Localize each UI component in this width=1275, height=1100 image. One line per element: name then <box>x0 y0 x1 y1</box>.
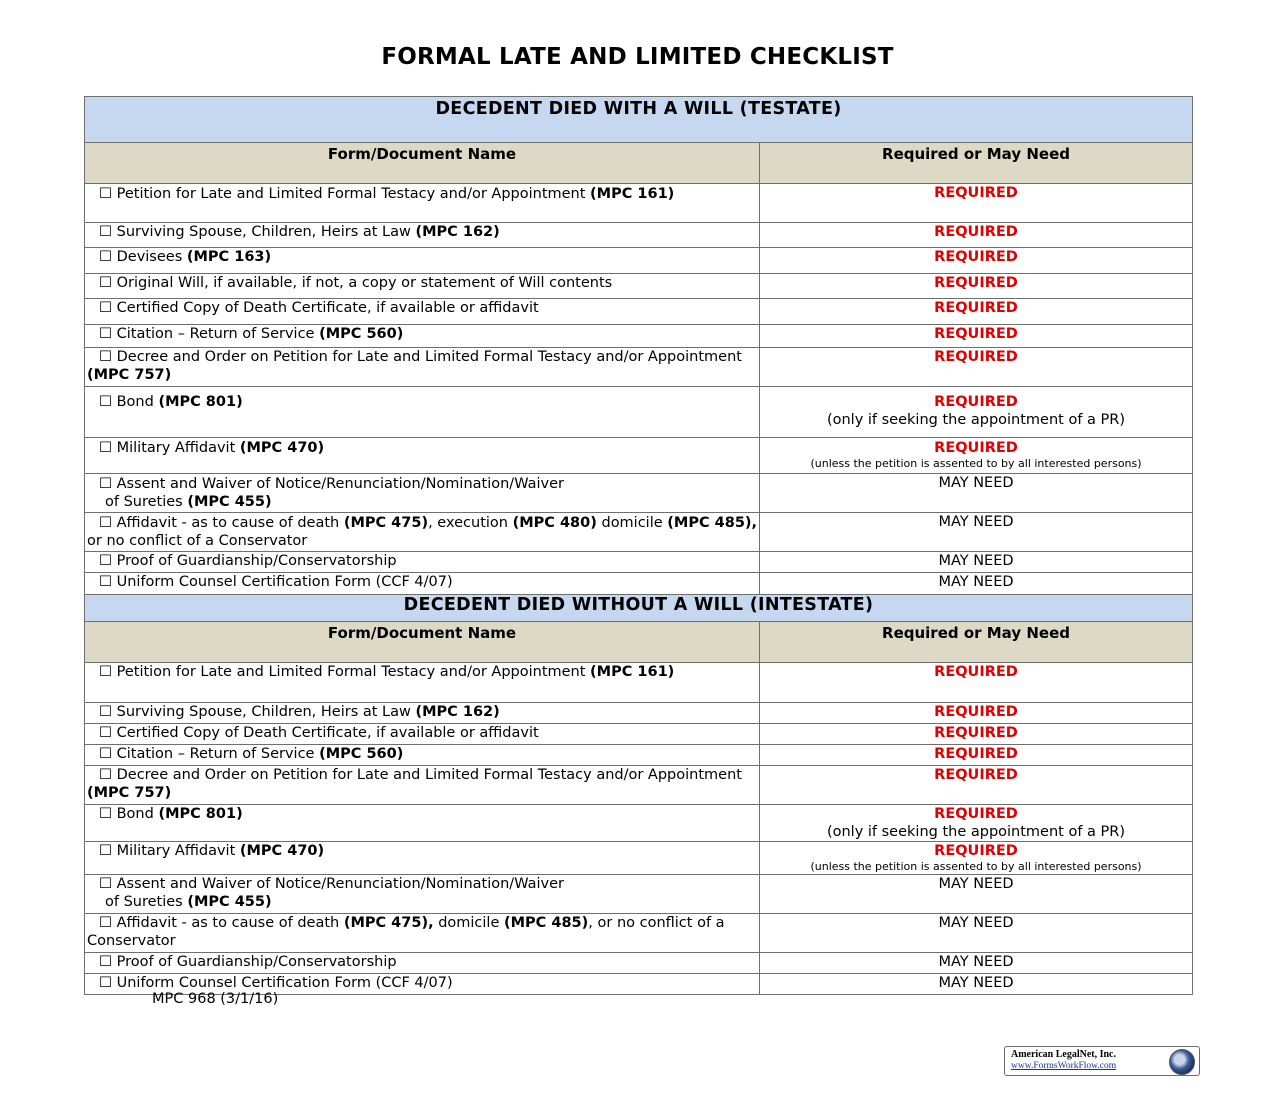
section-title: DECEDENT DIED WITH A WILL (TESTATE) <box>435 99 842 119</box>
status: REQUIRED <box>934 275 1018 291</box>
status: REQUIRED <box>934 326 1018 342</box>
form-code: (MPC 455) <box>187 494 272 510</box>
row-text: Devisees <box>116 249 183 265</box>
row-text: Citation – Return of Service <box>116 326 315 342</box>
status: MAY NEED <box>938 574 1014 590</box>
col-header-name: Form/Document Name <box>327 624 517 642</box>
row-text: Assent and Waiver of Notice/Renunciation/Nomination/Waiver <box>116 476 564 492</box>
checkbox[interactable]: ☐ <box>99 349 112 365</box>
checklist-row <box>85 552 1193 573</box>
checklist-row <box>85 703 1193 724</box>
form-code: (MPC 801) <box>158 806 243 822</box>
status: REQUIRED <box>934 300 1018 316</box>
section-title: DECEDENT DIED WITHOUT A WILL (INTESTATE) <box>403 595 874 615</box>
form-code: (MPC 560) <box>319 326 404 342</box>
status: MAY NEED <box>938 975 1014 991</box>
checkbox[interactable]: ☐ <box>99 224 112 240</box>
checklist-row <box>85 953 1193 974</box>
status: REQUIRED <box>934 664 1018 680</box>
row-text: Military Affidavit <box>116 843 236 859</box>
form-code: (MPC 161) <box>590 186 675 202</box>
status: REQUIRED <box>934 249 1018 265</box>
checklist-row <box>85 274 1193 299</box>
form-code: (MPC 757) <box>87 785 172 801</box>
checklist-row <box>85 348 1193 387</box>
row-text: Decree and Order on Petition for Late and Limited Formal Testacy and/or Appointment <box>116 767 742 783</box>
col-header-name: Form/Document Name <box>327 145 517 163</box>
checkbox[interactable]: ☐ <box>99 275 112 291</box>
checklist-row <box>85 223 1193 248</box>
row-text: , execution <box>428 515 508 531</box>
checklist-row <box>85 745 1193 766</box>
form-code: (MPC 470) <box>239 843 325 859</box>
checklist-row <box>85 438 1193 474</box>
checkbox[interactable]: ☐ <box>99 954 112 970</box>
page-title: FORMAL LATE AND LIMITED CHECKLIST <box>381 44 894 70</box>
row-text: Proof of Guardianship/Conservatorship <box>116 553 397 569</box>
form-code: (MPC 480) <box>512 515 597 531</box>
form-code: (MPC 801) <box>158 394 243 410</box>
row-text: Surviving Spouse, Children, Heirs at Law <box>116 704 411 720</box>
form-code: (MPC 757) <box>87 367 172 383</box>
checkbox[interactable]: ☐ <box>99 476 112 492</box>
checkbox[interactable]: ☐ <box>99 249 112 265</box>
status: REQUIRED <box>934 806 1018 822</box>
checklist-row <box>85 875 1193 914</box>
row-text: Surviving Spouse, Children, Heirs at Law <box>116 224 411 240</box>
status: MAY NEED <box>938 915 1014 931</box>
row-text: Affidavit - as to cause of death <box>116 915 340 931</box>
status-note: (only if seeking the appointment of a PR) <box>826 824 1126 840</box>
checkbox[interactable]: ☐ <box>99 876 112 892</box>
row-text-continued: of Sureties <box>105 494 183 510</box>
status: REQUIRED <box>934 440 1018 456</box>
status: MAY NEED <box>938 514 1014 530</box>
checkbox[interactable]: ☐ <box>99 553 112 569</box>
form-code: (MPC 163) <box>186 249 272 265</box>
checkbox[interactable]: ☐ <box>99 915 112 931</box>
form-number: MPC 968 (3/1/16) <box>152 991 279 1007</box>
checkbox[interactable]: ☐ <box>99 515 112 531</box>
form-code: (MPC 161) <box>590 664 675 680</box>
checkbox[interactable]: ☐ <box>99 725 112 741</box>
col-header-status: Required or May Need <box>882 145 1070 163</box>
row-text: Petition for Late and Limited Formal Testacy and/or Appointment <box>116 664 586 680</box>
checklist-row <box>85 724 1193 745</box>
status: REQUIRED <box>934 725 1018 741</box>
col-header-status: Required or May Need <box>882 624 1070 642</box>
checkbox[interactable]: ☐ <box>99 326 112 342</box>
section-heading-intestate <box>85 595 1193 622</box>
status: REQUIRED <box>934 767 1018 783</box>
publisher-logo[interactable] <box>1004 1046 1200 1076</box>
checkbox[interactable]: ☐ <box>99 186 112 202</box>
status: REQUIRED <box>934 185 1018 201</box>
checklist-row <box>85 842 1193 875</box>
form-code: (MPC 485) <box>504 915 589 931</box>
row-text: Certified Copy of Death Certificate, if available or affidavit <box>116 300 539 316</box>
checklist-table <box>84 96 1193 995</box>
checkbox[interactable]: ☐ <box>99 767 112 783</box>
form-code: (MPC 475) <box>343 515 429 531</box>
form-code: (MPC 470) <box>239 440 325 456</box>
form-code: (MPC 485), <box>667 515 758 531</box>
row-text: Citation – Return of Service <box>116 746 315 762</box>
row-text: Assent and Waiver of Notice/Renunciation/Nomination/Waiver <box>116 876 564 892</box>
row-text: Original Will, if available, if not, a copy or statement of Will contents <box>116 275 613 291</box>
row-text: domicile <box>438 915 500 931</box>
checklist-row <box>85 248 1193 274</box>
row-text: Petition for Late and Limited Formal Testacy and/or Appointment <box>116 186 586 202</box>
form-code: (MPC 162) <box>415 704 500 720</box>
status: REQUIRED <box>934 224 1018 240</box>
status: REQUIRED <box>934 349 1018 365</box>
status: REQUIRED <box>934 394 1018 410</box>
form-code: (MPC 560) <box>319 746 404 762</box>
checklist-row <box>85 914 1193 953</box>
status: REQUIRED <box>934 843 1018 859</box>
row-text: Uniform Counsel Certification Form (CCF 4/07) <box>116 574 453 590</box>
checkbox[interactable]: ☐ <box>99 300 112 316</box>
checkbox[interactable]: ☐ <box>99 574 112 590</box>
checklist-row <box>85 299 1193 325</box>
status: MAY NEED <box>938 475 1014 491</box>
section-heading-testate <box>85 97 1193 143</box>
checkbox[interactable]: ☐ <box>99 843 112 859</box>
status-note: (unless the petition is assented to by all interested persons) <box>810 457 1142 470</box>
row-text: Proof of Guardianship/Conservatorship <box>116 954 397 970</box>
checklist-row <box>85 573 1193 595</box>
row-text: Certified Copy of Death Certificate, if available or affidavit <box>116 725 539 741</box>
checklist-row <box>85 805 1193 842</box>
row-text: Bond <box>116 806 154 822</box>
status-note: (only if seeking the appointment of a PR) <box>826 412 1126 428</box>
checklist-row <box>85 325 1193 348</box>
form-code: (MPC 455) <box>187 894 272 910</box>
column-header-row <box>85 622 1193 663</box>
form-code: (MPC 475), <box>343 915 434 931</box>
status: MAY NEED <box>938 876 1014 892</box>
checkbox[interactable]: ☐ <box>99 394 112 410</box>
row-text: Military Affidavit <box>116 440 236 456</box>
checkbox[interactable]: ☐ <box>99 806 112 822</box>
checklist-row <box>85 513 1193 552</box>
checklist-row <box>85 663 1193 703</box>
checkbox[interactable]: ☐ <box>99 440 112 456</box>
checkbox[interactable]: ☐ <box>99 975 112 991</box>
globe-icon <box>1169 1049 1195 1075</box>
checkbox[interactable]: ☐ <box>99 746 112 762</box>
checklist-row <box>85 184 1193 223</box>
column-header-row <box>85 143 1193 184</box>
checklist-row <box>85 387 1193 438</box>
status: REQUIRED <box>934 704 1018 720</box>
status: MAY NEED <box>938 954 1014 970</box>
row-text: , or no conflict of a Conservator <box>87 915 725 949</box>
logo-url-link[interactable]: www.FormsWorkFlow.com <box>1011 1061 1117 1071</box>
row-text: Affidavit - as to cause of death <box>116 515 340 531</box>
checkbox[interactable]: ☐ <box>99 704 112 720</box>
row-text: or no conflict of a Conservator <box>87 533 308 549</box>
row-text-continued: of Sureties <box>105 894 183 910</box>
row-text: domicile <box>601 515 663 531</box>
status: REQUIRED <box>934 746 1018 762</box>
row-text: Uniform Counsel Certification Form (CCF 4/07) <box>116 975 453 991</box>
row-text: Decree and Order on Petition for Late and Limited Formal Testacy and/or Appointment <box>116 349 742 365</box>
form-code: (MPC 162) <box>415 224 500 240</box>
status-note: (unless the petition is assented to by all interested persons) <box>810 860 1142 873</box>
checkbox[interactable]: ☐ <box>99 664 112 680</box>
checklist-row <box>85 766 1193 805</box>
status: MAY NEED <box>938 553 1014 569</box>
row-text: Bond <box>116 394 154 410</box>
logo-company: American LegalNet, Inc. <box>1011 1049 1116 1060</box>
checklist-row <box>85 474 1193 513</box>
